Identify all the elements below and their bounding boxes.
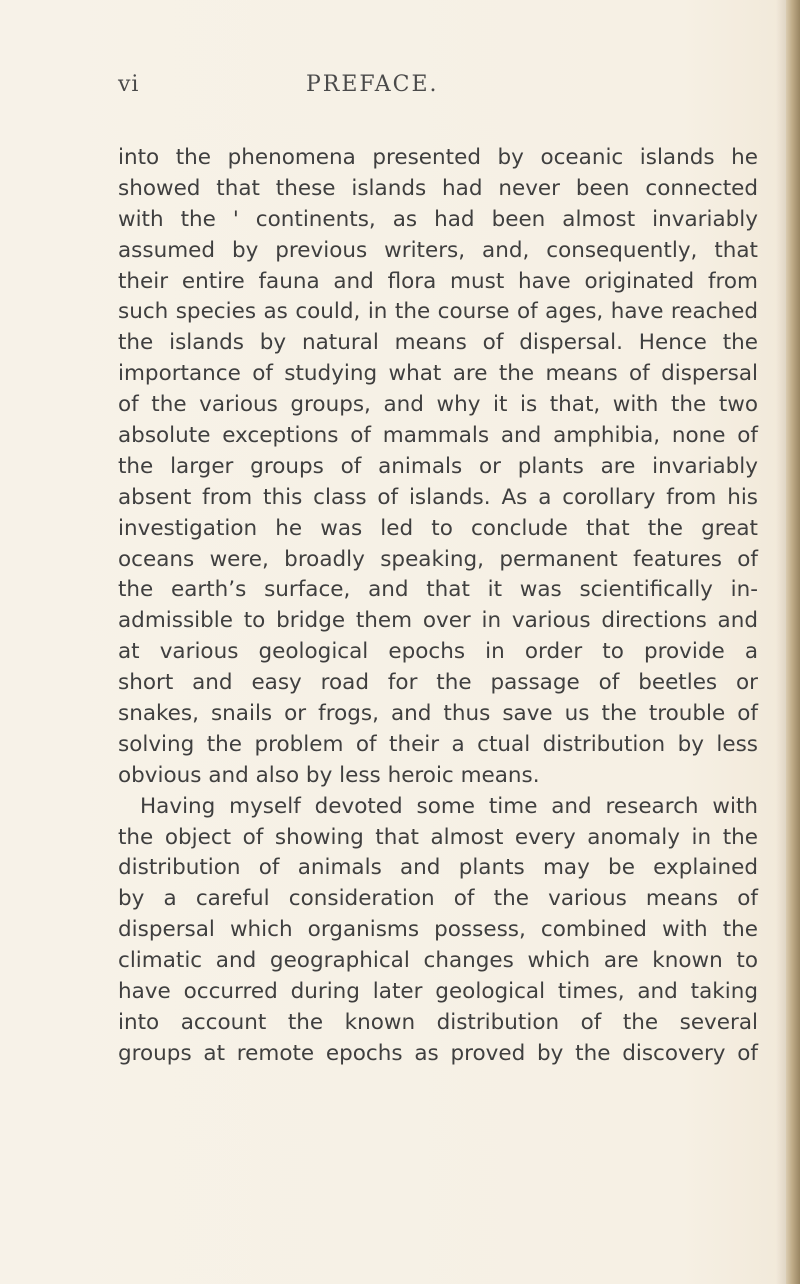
text-line: of the various groups, and why it is that, with the two [118,392,758,418]
text-line: absent from this class of islands. As a corollary from his [118,484,758,510]
paragraph-1 [118,143,758,792]
text-line: showed that these islands had never been connected [118,175,758,201]
text-line: the object of showing that almost every anomaly in the [118,824,758,850]
text-line: the islands by natural means of dispersal. Hence the [118,330,758,356]
text-line: with the ' continents, as had been almost invariably [118,206,758,232]
text-line: climatic and geographical changes which are known to [118,948,758,974]
text-line: obvious and also by less heroic means. [118,762,540,788]
text-line: absolute exceptions of mammals and amphibia, none of [118,423,758,449]
running-title: PREFACE. [306,72,439,97]
text-line: groups at remote epochs as proved by the discovery of [118,1040,758,1066]
text-line: the earth’s surface, and that it was scientifically in- [118,577,758,603]
text-line: dispersal which organisms possess, combined with the [118,917,758,943]
text-line: short and easy road for the passage of beetles or [118,670,758,696]
text-line: into account the known distribution of the several [118,1009,758,1035]
text-line: Having myself devoted some time and research with [140,793,758,819]
text-line: assumed by previous writers, and, consequently, that [118,237,758,263]
text-line: investigation he was led to conclude that the great [118,515,758,541]
text-line: distribution of animals and plants may be explained [118,855,758,881]
text-line: importance of studying what are the means of dispersal [118,361,758,387]
page-number: vi [118,72,140,97]
text-line: such species as could, in the course of ages, have reached [118,299,758,325]
text-line: snakes, snails or frogs, and thus save us the trouble of [118,701,758,727]
page-edge [786,0,800,1284]
page-header [118,72,718,112]
text-line: have occurred during later geological times, and taking [118,979,758,1005]
text-line: their entire fauna and flora must have originated from [118,268,758,294]
text-line: admissible to bridge them over in various directions and [118,608,758,634]
body-text [118,143,758,1070]
text-line: solving the problem of their a ctual distribution by less [118,731,758,757]
text-line: the larger groups of animals or plants are invariably [118,453,758,479]
paragraph-2 [118,792,758,1070]
text-line: by a careful consideration of the various means of [118,886,758,912]
text-line: at various geological epochs in order to provide a [118,639,758,665]
text-line: into the phenomena presented by oceanic islands he [118,145,758,170]
text-line: oceans were, broadly speaking, permanent features of [118,546,758,572]
page-gutter-shadow [776,0,786,1284]
